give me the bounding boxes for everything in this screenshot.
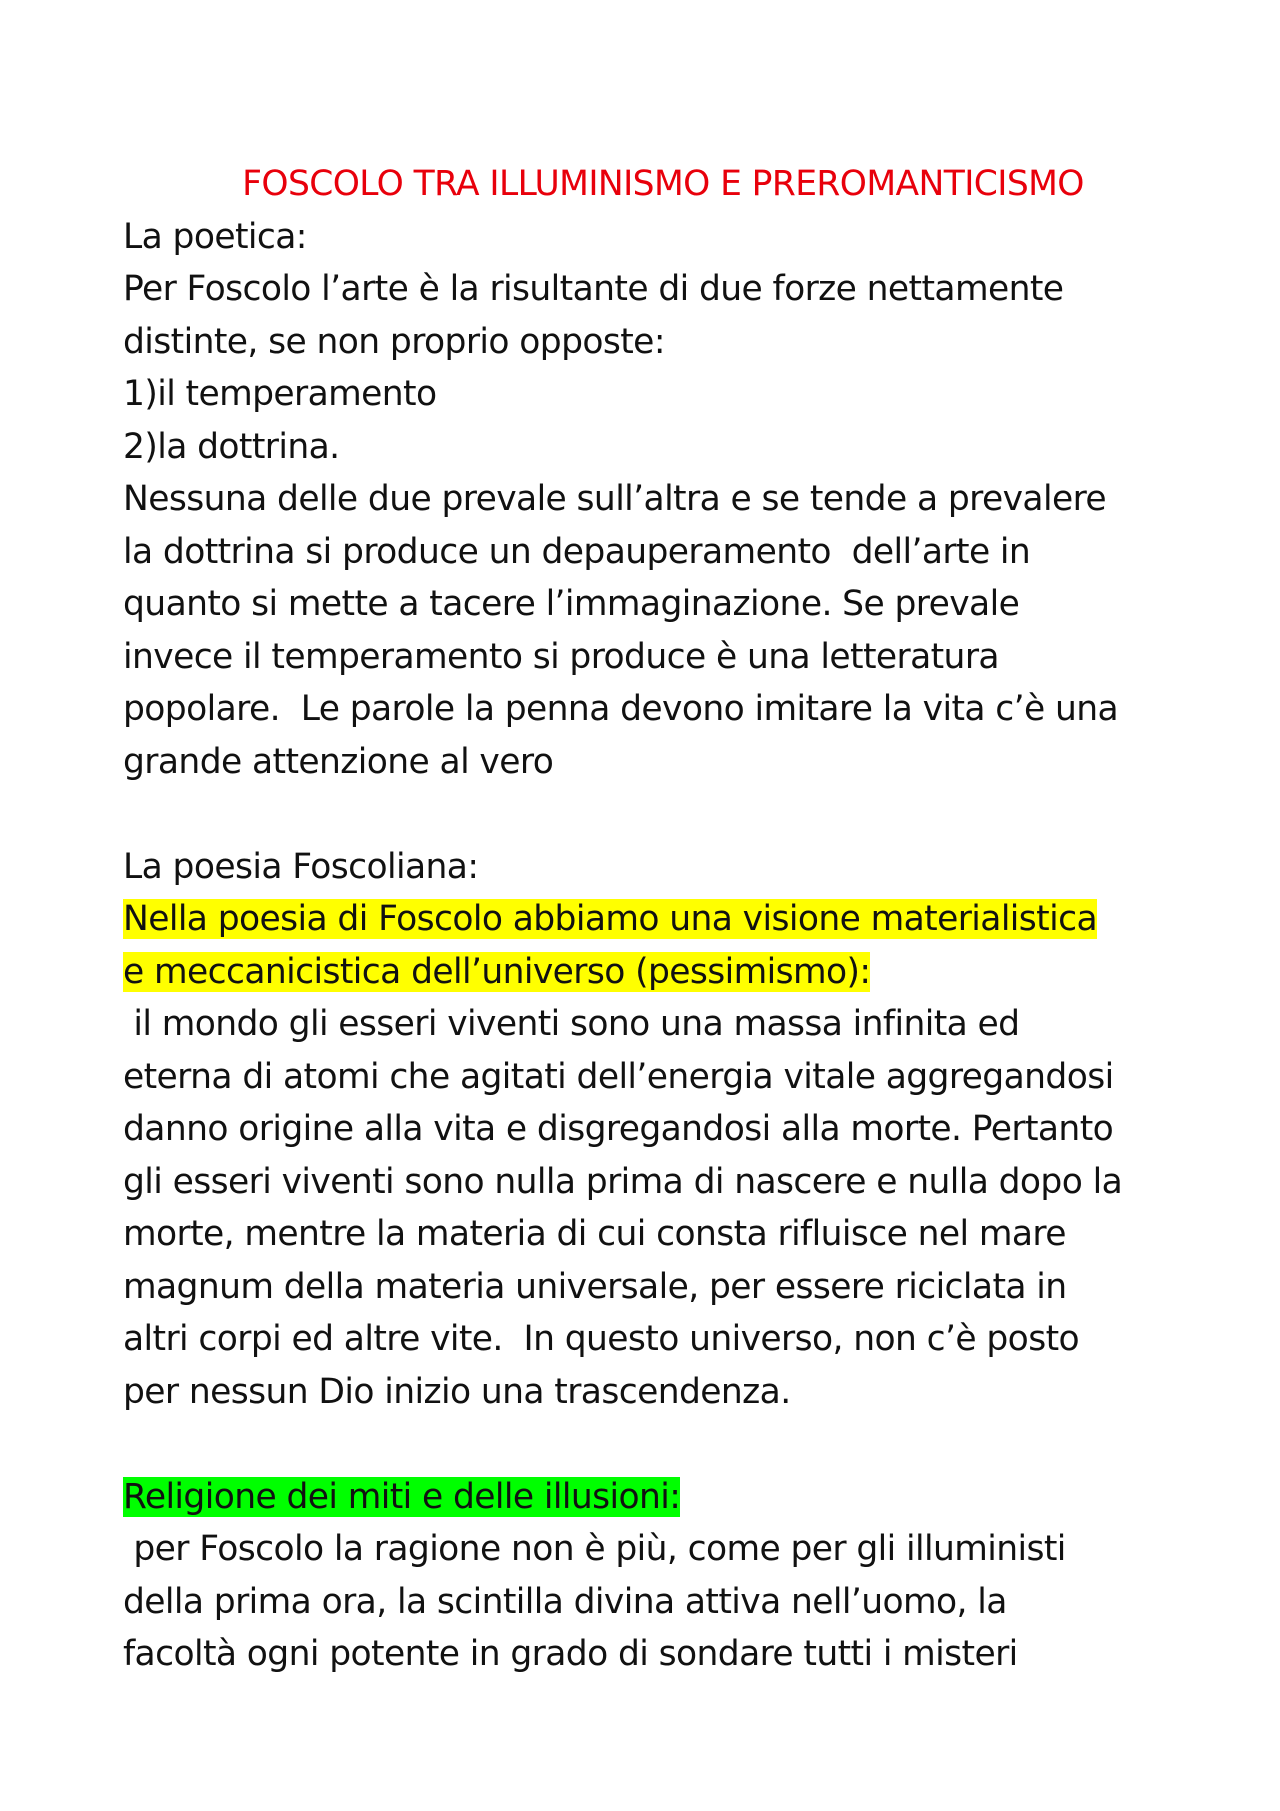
highlight-text: Religione dei miti e delle illusioni: — [123, 1476, 681, 1517]
paragraph-line: grande attenzione al vero — [123, 741, 554, 782]
highlighted-line — [123, 893, 1183, 946]
highlighted-line — [123, 946, 1183, 999]
section-heading-religione — [123, 1471, 1183, 1524]
paragraph-line: magnum della materia universale, per essere riciclata in — [123, 1266, 1067, 1307]
paragraph-line: altri corpi ed altre vite. In questo universo, non c’è posto — [123, 1319, 1079, 1359]
section-religione — [123, 1471, 1183, 1681]
blank-line — [123, 788, 1183, 841]
paragraph-line: per Foscolo la ragione non è più, come per gli illuministi — [123, 1529, 1066, 1569]
list-item: 2)la dottrina. — [123, 426, 340, 467]
paragraph-line: della prima ora, la scintilla divina attiva nell’uomo, la — [123, 1581, 1007, 1622]
document-title: FOSCOLO TRA ILLUMINISMO E PREROMANTICISMO — [242, 164, 1084, 204]
paragraph-line: Per Foscolo l’arte è la risultante di due forze nettamente — [123, 269, 1064, 309]
paragraph-line: il mondo gli esseri viventi sono una massa infinita ed — [123, 1004, 1020, 1044]
paragraph-line: distinte, se non proprio opposte: — [123, 321, 665, 362]
paragraph-line: eterna di atomi che agitati dell’energia vitale aggregandosi — [123, 1056, 1114, 1097]
paragraph-line: morte, mentre la materia di cui consta rifluisce nel mare — [123, 1214, 1066, 1254]
blank-line — [123, 1418, 1183, 1471]
paragraph-line: gli esseri viventi sono nulla prima di nascere e nulla dopo la — [123, 1161, 1123, 1202]
paragraph-line: la dottrina si produce un depauperamento dell’arte in — [123, 531, 1031, 572]
paragraph-line: invece il temperamento si produce è una letteratura — [123, 636, 999, 677]
section-heading-poetica: La poetica: — [123, 216, 307, 257]
highlight-text: Nella poesia di Foscolo abbiamo una visione materialistica — [123, 899, 1097, 939]
paragraph-line: danno origine alla vita e disgregandosi alla morte. Pertanto — [123, 1109, 1114, 1149]
paragraph-line: popolare. Le parole la penna devono imitare la vita c’è una — [123, 689, 1119, 729]
paragraph-line: quanto si mette a tacere l’immaginazione. Se prevale — [123, 584, 1020, 624]
paragraph-line: facoltà ogni potente in grado di sondare tutti i misteri — [123, 1634, 1018, 1674]
section-poetica — [123, 211, 1183, 789]
section-heading-poesia: La poesia Foscoliana: — [123, 846, 479, 887]
section-poesia — [123, 841, 1183, 1419]
paragraph-line: Nessuna delle due prevale sull’altra e se tende a prevalere — [123, 479, 1107, 519]
list-item: 1)il temperamento — [123, 374, 437, 414]
highlight-text: e meccanicistica dell’universo (pessimismo): — [123, 951, 871, 992]
document-page — [123, 158, 1183, 1681]
paragraph-line: per nessun Dio inizio una trascendenza. — [123, 1371, 791, 1412]
